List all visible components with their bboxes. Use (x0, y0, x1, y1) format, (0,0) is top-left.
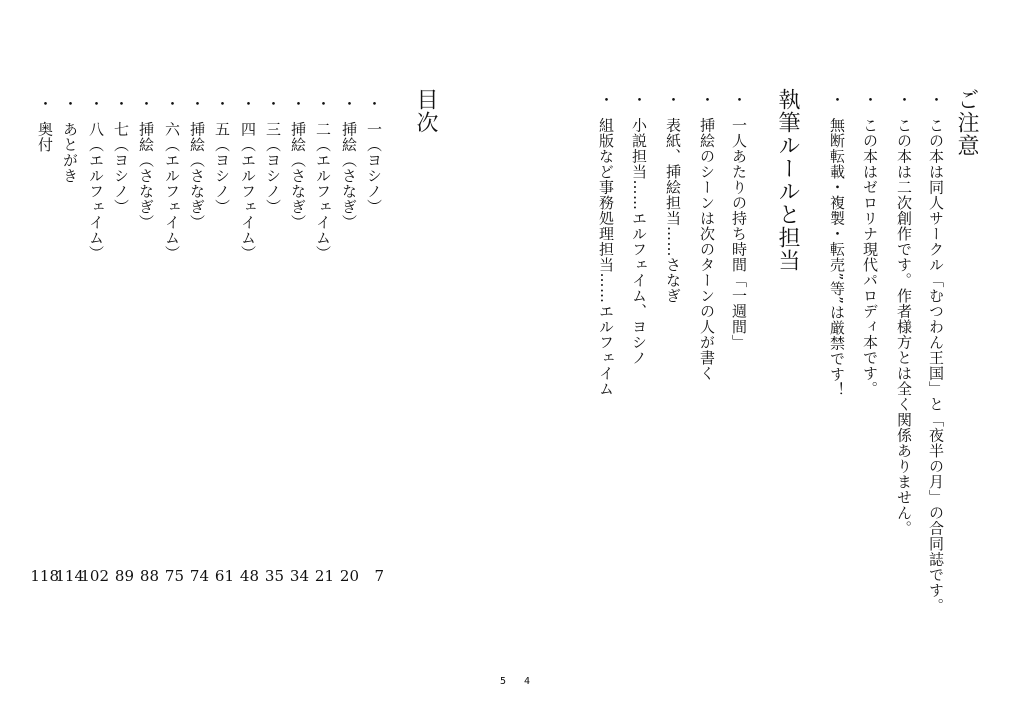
toc-entry-title: 五（ヨシノ） (213, 121, 231, 215)
rules-item-4: ・小説担当……エルフェイム、ヨシノ (630, 92, 648, 366)
toc-entry-page: 61 (214, 567, 234, 585)
toc-entry-title: 二（エルフェイム） (314, 121, 332, 261)
toc-entry-title: 奥付 (36, 121, 54, 153)
toc-entry: ・あとがき (61, 96, 79, 184)
toc-entry-page: 74 (189, 567, 209, 585)
toc-entry-page: 48 (239, 567, 259, 585)
toc-entry: ・奥付 (36, 96, 54, 153)
toc-entry-page: 118 (30, 567, 59, 585)
toc-entry-page: 114 (55, 567, 84, 585)
toc-entry-page: 35 (264, 567, 284, 585)
toc-entry-page: 20 (339, 567, 359, 585)
rules-item-1: ・一人あたりの持ち時間「一週間」 (730, 92, 748, 350)
toc-entry-title: あとがき (61, 121, 79, 184)
toc-entry-title: 挿絵（さなぎ） (188, 121, 206, 230)
toc-entry: ・八（エルフェイム） (87, 96, 105, 261)
toc-entry-title: 六（エルフェイム） (163, 121, 181, 261)
toc-entry-title: 一（ヨシノ） (365, 121, 383, 215)
toc-entry-title: 挿絵（さなぎ） (137, 121, 155, 230)
toc-entry: ・挿絵（さなぎ） (188, 96, 206, 230)
notice-item-1: ・この本は同人サークル「むつわん王国」と「夜半の月」の合同誌です。 (927, 92, 945, 614)
toc-entry-title: 八（エルフェイム） (87, 121, 105, 261)
toc-entry-page: 102 (80, 567, 109, 585)
toc-entry-page: 89 (114, 567, 134, 585)
toc-entry: ・四（エルフェイム） (239, 96, 257, 261)
toc-entry-page: 7 (374, 567, 384, 585)
toc-entry: ・五（ヨシノ） (213, 96, 231, 215)
toc-entry: ・二（エルフェイム） (314, 96, 332, 261)
notice-item-4: ・無断転載・複製・転売”等”は厳禁です！ (828, 92, 846, 398)
toc-heading: 目次 (413, 88, 438, 134)
toc-entry-page: 75 (164, 567, 184, 585)
toc-entry-page: 21 (314, 567, 334, 585)
notice-item-2: ・この本は二次創作です。作者様方とは全く関係ありません。 (895, 92, 913, 536)
toc-entry: ・挿絵（さなぎ） (137, 96, 155, 230)
toc-entry: ・三（ヨシノ） (264, 96, 282, 215)
toc-entry: ・挿絵（さなぎ） (289, 96, 307, 230)
rules-item-5: ・組版など事務処理担当……エルフェイム (597, 92, 615, 397)
rules-item-3: ・表紙、挿絵担当……さなぎ (664, 92, 682, 304)
notice-item-3: ・この本はゼロリナ現代パロディ本です。 (861, 92, 879, 397)
toc-entry-title: 挿絵（さなぎ） (340, 121, 358, 230)
toc-entry-title: 挿絵（さなぎ） (289, 121, 307, 230)
toc-entry: ・七（ヨシノ） (112, 96, 130, 215)
notice-heading: ご注意 (954, 88, 979, 157)
toc-entry-page: 34 (289, 567, 309, 585)
toc-entry-title: 四（エルフェイム） (239, 121, 257, 261)
rules-heading: 執筆ルールと担当 (775, 88, 800, 272)
toc-entry: ・挿絵（さなぎ） (340, 96, 358, 230)
toc-entry-title: 三（ヨシノ） (264, 121, 282, 215)
toc-entry: ・一（ヨシノ） (365, 96, 383, 215)
toc-entry-title: 七（ヨシノ） (112, 121, 130, 215)
page-footer-numbers: 5 4 (500, 676, 537, 687)
rules-item-2: ・挿絵のシーンは次のターンの人が書く (698, 92, 716, 381)
toc-entry-page: 88 (139, 567, 159, 585)
toc-entry: ・六（エルフェイム） (163, 96, 181, 261)
